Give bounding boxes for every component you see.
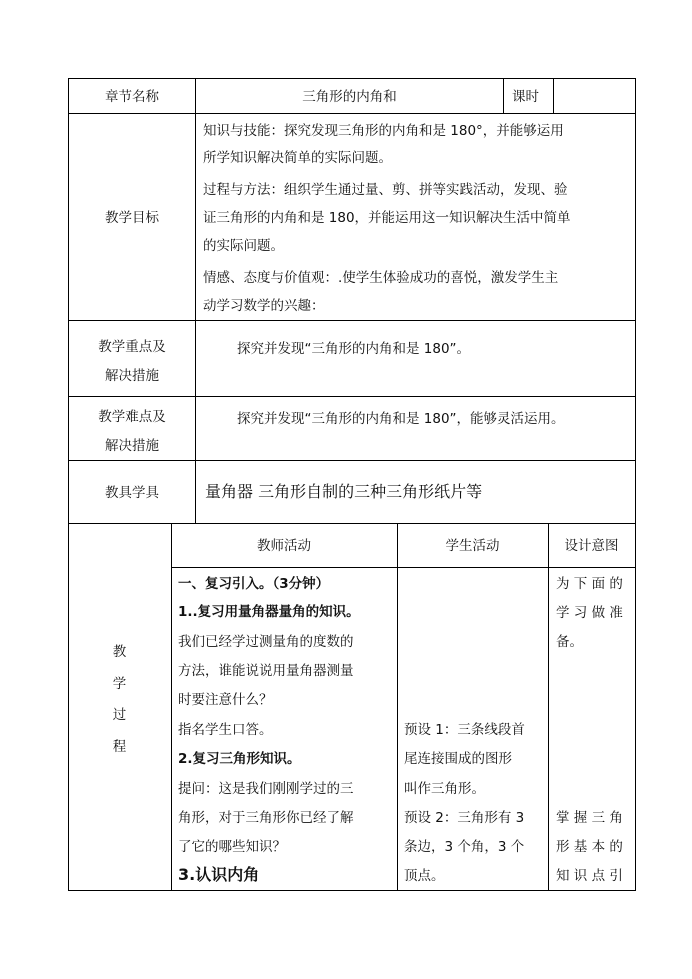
- teacher-activity-line: 提问：这是我们刚刚学过的三: [178, 781, 354, 797]
- teacher-activity-line: 指名学生口答。: [178, 722, 273, 738]
- teacher-activity-line: 我们已经学过测量角的度数的: [178, 634, 354, 650]
- objective-line: 的实际问题。: [203, 238, 284, 254]
- student-activity-line: 预设 2：三角形有 3: [404, 810, 525, 826]
- teacher-activity-line: 方法，谁能说说用量角器测量: [178, 663, 354, 679]
- tools-label: 教具学具: [105, 485, 159, 501]
- row-divider: [68, 396, 636, 397]
- objective-line: 过程与方法：组织学生通过量、剪、拼等实践活动，发现、验: [203, 182, 568, 198]
- teacher-activity-line: 了它的哪些知识？: [178, 839, 286, 855]
- design-intent-line: 为 下 面 的: [556, 576, 623, 592]
- objective-line: 所学知识解决简单的实际问题。: [203, 150, 392, 166]
- design-intent-line: 形 基 本 的: [556, 839, 623, 855]
- difficulties-content: 探究并发现“三角形的内角和是 180”，能够灵活运用。: [237, 411, 565, 427]
- row-divider: [68, 460, 636, 461]
- row-divider: [171, 567, 636, 568]
- teacher-activity-line: 角形，对于三角形你已经了解: [178, 810, 354, 826]
- table-border-right: [635, 78, 636, 891]
- table-border-top: [68, 78, 636, 79]
- student-activity-line: 叫作三角形。: [404, 781, 485, 797]
- difficulties-label: 解决措施: [105, 438, 159, 454]
- col-divider: [195, 78, 196, 524]
- teacher-activity-line: 一、复习引入。（3分钟）: [178, 576, 330, 592]
- teacher-activity-line: 1..复习用量角器量角的知识。: [178, 604, 360, 620]
- teacher-activity-line: 3.认识内角: [178, 865, 260, 884]
- process-label-char: 过: [112, 707, 127, 723]
- process-label-char: 程: [112, 739, 127, 755]
- teacher-activity-line: 时要注意什么？: [178, 692, 273, 708]
- student-activity-line: 条边，3 个角，3 个: [404, 839, 525, 855]
- key-points-label: 教学重点及: [98, 339, 166, 355]
- chapter-title: 三角形的内角和: [302, 89, 397, 105]
- chapter-label: 章节名称: [105, 89, 159, 105]
- objective-line: 知识与技能：探究发现三角形的内角和是 180°，并能够运用: [203, 123, 564, 139]
- row-divider: [68, 320, 636, 321]
- row-divider: [68, 523, 636, 524]
- difficulties-label: 教学难点及: [98, 409, 166, 425]
- design-intent-line: 掌 握 三 角: [556, 810, 623, 826]
- period-label: 课时: [512, 89, 539, 105]
- objective-line: 情感、态度与价值观：.使学生体验成功的喜悦，激发学生主: [203, 270, 559, 286]
- student-activity-line: 尾连接围成的图形: [404, 751, 512, 767]
- process-label-char: 教: [112, 644, 127, 660]
- student-activity-line: 顶点。: [404, 868, 445, 884]
- teacher-activity-line: 2.复习三角形知识。: [178, 751, 301, 767]
- col-divider: [503, 78, 504, 114]
- student-activity-line: 预设 1：三条线段首: [404, 722, 525, 738]
- process-label-char: 学: [112, 676, 127, 692]
- key-points-label: 解决措施: [105, 368, 159, 384]
- row-divider: [68, 113, 636, 114]
- col-divider: [397, 523, 398, 891]
- objectives-label: 教学目标: [105, 210, 159, 226]
- objective-line: 动学习数学的兴趣：: [203, 298, 325, 314]
- col-header-student: 学生活动: [445, 538, 500, 554]
- design-intent-line: 知 识 点 引: [556, 868, 623, 884]
- table-border-bottom: [68, 890, 636, 891]
- col-divider: [553, 78, 554, 114]
- col-divider: [548, 523, 549, 891]
- design-intent-line: 学 习 做 准: [556, 605, 623, 621]
- col-divider: [171, 523, 172, 891]
- col-header-teacher: 教师活动: [257, 538, 311, 554]
- tools-content: 量角器 三角形自制的三种三角形纸片等: [205, 482, 483, 501]
- key-points-content: 探究并发现“三角形的内角和是 180”。: [237, 341, 471, 357]
- objective-line: 证三角形的内角和是 180，并能运用这一知识解决生活中简单: [203, 210, 571, 226]
- col-header-design: 设计意图: [564, 538, 619, 554]
- design-intent-line: 备。: [556, 634, 583, 650]
